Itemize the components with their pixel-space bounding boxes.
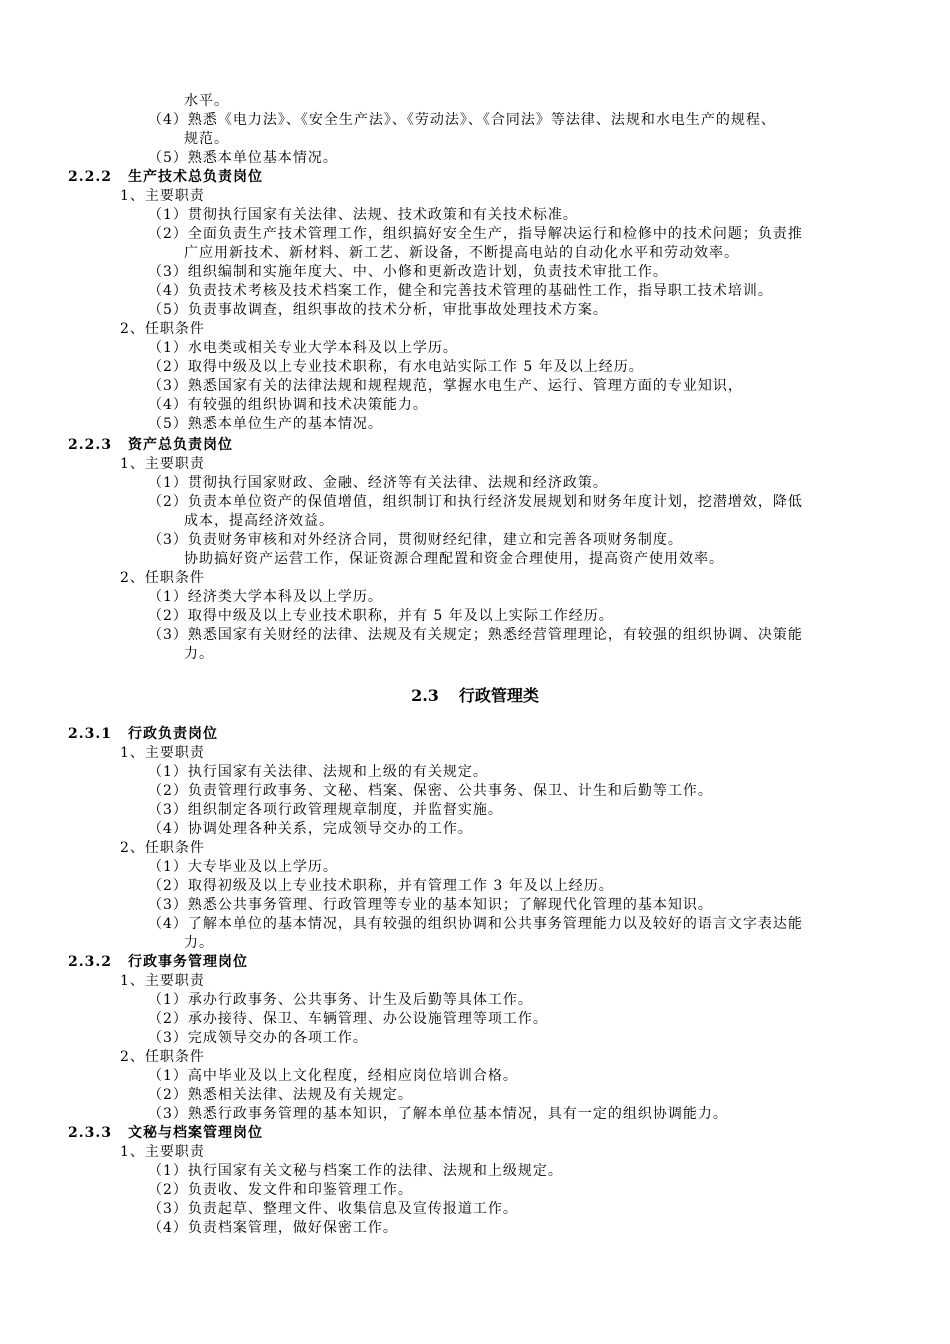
list-item: （3）组织制定各项行政管理规章制度，并监督实施。 [148,802,503,818]
heading-title: 文秘与档案管理岗位 [128,1125,263,1141]
list-item-continuation: 水平。 [184,93,229,109]
heading-title: 资产总负责岗位 [128,437,233,453]
list-item: （2）取得中级及以上专业技术职称，并有 5 年及以上实际工作经历。 [148,608,614,624]
list-item: （2）全面负责生产技术管理工作，组织搞好安全生产，指导解决运行和检修中的技术问题；负责推 [148,226,803,242]
list-heading: 1、主要职责 [120,973,205,989]
section-heading [0,685,950,707]
list-heading: 2、任职条件 [120,570,205,586]
heading-number: 2.3.1 [68,726,112,742]
list-heading: 1、主要职责 [120,1144,205,1160]
list-item: （3）负责起草、整理文件、收集信息及宣传报道工作。 [148,1201,518,1217]
heading-title: 行政管理类 [458,686,539,705]
list-item: （4）负责档案管理，做好保密工作。 [148,1220,398,1236]
list-item: （4）了解本单位的基本情况，具有较强的组织协调和公共事务管理能力以及较好的语言文字表达能 [148,916,803,932]
list-item: （1）贯彻执行国家财政、金融、经济等有关法律、法规和经济政策。 [148,475,608,491]
list-heading: 1、主要职责 [120,456,205,472]
list-item: （3）负责财务审核和对外经济合同，贯彻财经纪律，建立和完善各项财务制度。 [148,532,683,548]
list-heading: 2、任职条件 [120,321,205,337]
list-item: （3）完成领导交办的各项工作。 [148,1030,368,1046]
subsection-heading [68,168,263,187]
list-item-continuation: 协助搞好资产运营工作，保证资源合理配置和资金合理使用，提高资产使用效率。 [184,551,724,567]
list-item: （2）承办接待、保卫、车辆管理、办公设施管理等项工作。 [148,1011,548,1027]
list-item: （4）负责技术考核及技术档案工作，健全和完善技术管理的基础性工作，指导职工技术培训。 [148,283,773,299]
list-item: （1）贯彻执行国家有关法律、法规、技术政策和有关技术标准。 [148,207,578,223]
list-item: （2）负责本单位资产的保值增值，组织制订和执行经济发展规划和财务年度计划，挖潜增效，降低 [148,494,803,510]
subsection-heading [68,1124,263,1143]
heading-number: 2.2.2 [68,169,112,185]
subsection-heading [68,725,218,744]
list-item-continuation: 力。 [184,646,214,662]
list-item: （1）水电类或相关专业大学本科及以上学历。 [148,340,458,356]
list-item-continuation: 规范。 [184,131,229,147]
list-item: （5）熟悉本单位基本情况。 [148,150,338,166]
list-item: （5）负责事故调查，组织事故的技术分析，审批事故处理技术方案。 [148,302,608,318]
list-item: （3）熟悉公共事务管理、行政管理等专业的基本知识；了解现代化管理的基本知识。 [148,897,713,913]
list-item-continuation: 力。 [184,935,214,951]
heading-title: 行政事务管理岗位 [128,954,248,970]
heading-title: 行政负责岗位 [128,726,218,742]
list-item: （1）执行国家有关法律、法规和上级的有关规定。 [148,764,488,780]
list-item: （2）取得中级及以上专业技术职称，有水电站实际工作 5 年及以上经历。 [148,359,644,375]
list-item-continuation: 成本，提高经济效益。 [184,513,334,529]
list-item: （3）熟悉行政事务管理的基本知识，了解本单位基本情况，具有一定的组织协调能力。 [148,1106,728,1122]
list-heading: 2、任职条件 [120,840,205,856]
list-item: （1）承办行政事务、公共事务、计生及后勤等具体工作。 [148,992,533,1008]
list-item: （4）有较强的组织协调和技术决策能力。 [148,397,428,413]
list-item: （2）熟悉相关法律、法规及有关规定。 [148,1087,413,1103]
list-heading: 2、任职条件 [120,1049,205,1065]
heading-number: 2.3.3 [68,1125,112,1141]
heading-number: 2.3 [411,686,439,705]
heading-title: 生产技术总负责岗位 [128,169,263,185]
list-heading: 1、主要职责 [120,188,205,204]
list-item: （1）大专毕业及以上学历。 [148,859,338,875]
list-heading: 1、主要职责 [120,745,205,761]
subsection-heading [68,953,248,972]
list-item: （1）执行国家有关文秘与档案工作的法律、法规和上级规定。 [148,1163,563,1179]
list-item: （4）协调处理各种关系，完成领导交办的工作。 [148,821,473,837]
list-item: （4）熟悉《电力法》、《安全生产法》、《劳动法》、《合同法》等法律、法规和水电生产的规程、 [148,112,776,128]
subsection-heading [68,436,233,455]
list-item: （2）取得初级及以上专业技术职称，并有管理工作 3 年及以上经历。 [148,878,614,894]
list-item: （1）经济类大学本科及以上学历。 [148,589,383,605]
heading-number: 2.3.2 [68,954,112,970]
list-item: （3）熟悉国家有关财经的法律、法规及有关规定；熟悉经营管理理论，有较强的组织协调、决策能 [148,627,803,643]
heading-number: 2.2.3 [68,437,112,453]
list-item: （2）负责收、发文件和印鉴管理工作。 [148,1182,413,1198]
list-item: （1）高中毕业及以上文化程度，经相应岗位培训合格。 [148,1068,518,1084]
list-item: （3）组织编制和实施年度大、中、小修和更新改造计划，负责技术审批工作。 [148,264,668,280]
list-item: （3）熟悉国家有关的法律法规和规程规范，掌握水电生产、运行、管理方面的专业知识， [148,378,743,394]
list-item: （2）负责管理行政事务、文秘、档案、保密、公共事务、保卫、计生和后勤等工作。 [148,783,713,799]
list-item: （5）熟悉本单位生产的基本情况。 [148,416,383,432]
list-item-continuation: 广应用新技术、新材料、新工艺、新设备，不断提高电站的自动化水平和劳动效率。 [184,245,739,261]
